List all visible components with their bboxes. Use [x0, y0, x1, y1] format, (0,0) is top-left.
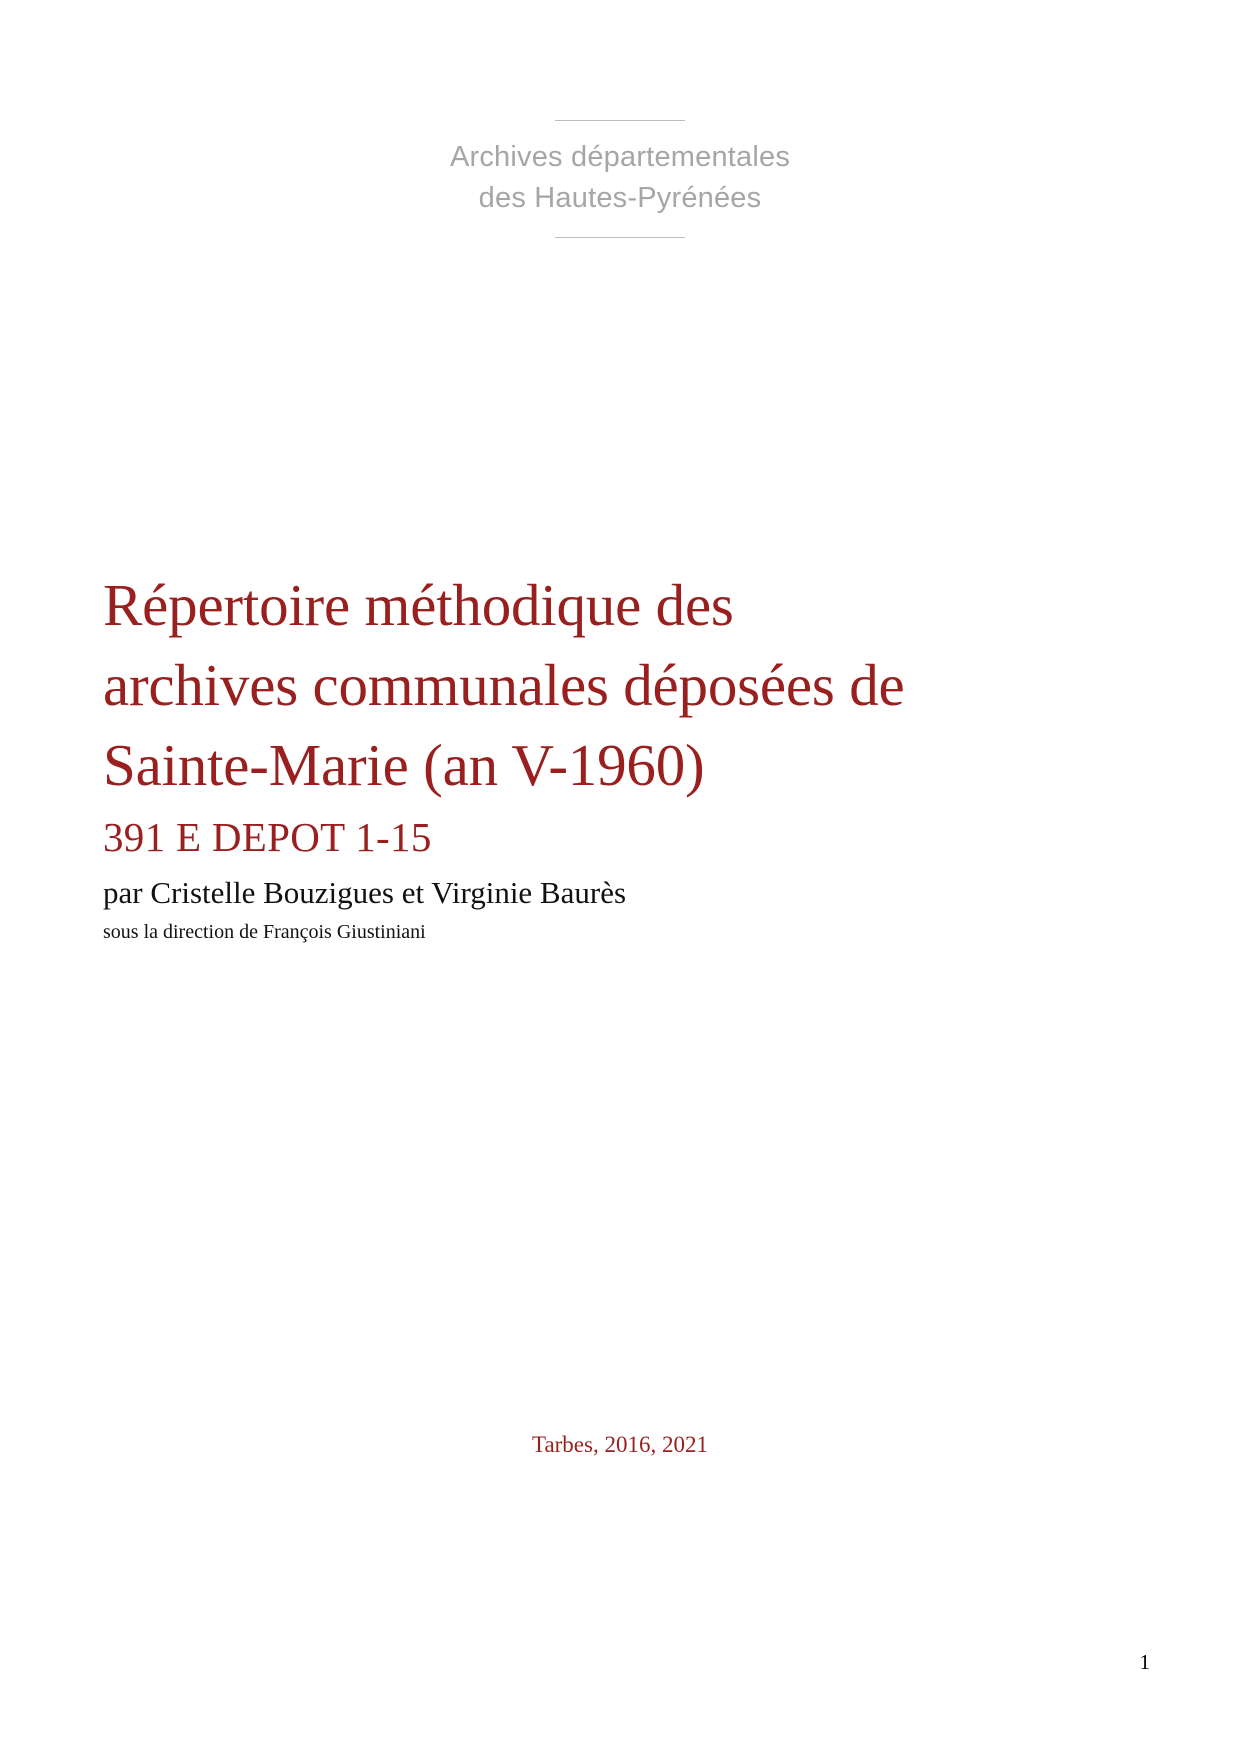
institution-name-line-2: des Hautes-Pyrénées — [478, 182, 762, 215]
institution-header — [0, 120, 1240, 238]
authors: par Cristelle Bouzigues et Virginie Baurès — [103, 874, 627, 910]
title-block — [103, 565, 1103, 945]
institution-rule-top — [555, 120, 685, 121]
archive-reference: 391 E DEPOT 1-15 — [103, 813, 432, 860]
page-number: 1 — [1139, 1650, 1150, 1674]
institution-name-line-1: Archives départementales — [449, 141, 791, 173]
supervisor: sous la direction de François Giustiniani — [103, 921, 426, 944]
page-title: Répertoire méthodique des archives communales déposées de Sainte-Marie (an V-1960) — [103, 572, 905, 799]
institution-rule-bottom — [555, 237, 685, 238]
place-and-date: Tarbes, 2016, 2021 — [532, 1432, 708, 1457]
